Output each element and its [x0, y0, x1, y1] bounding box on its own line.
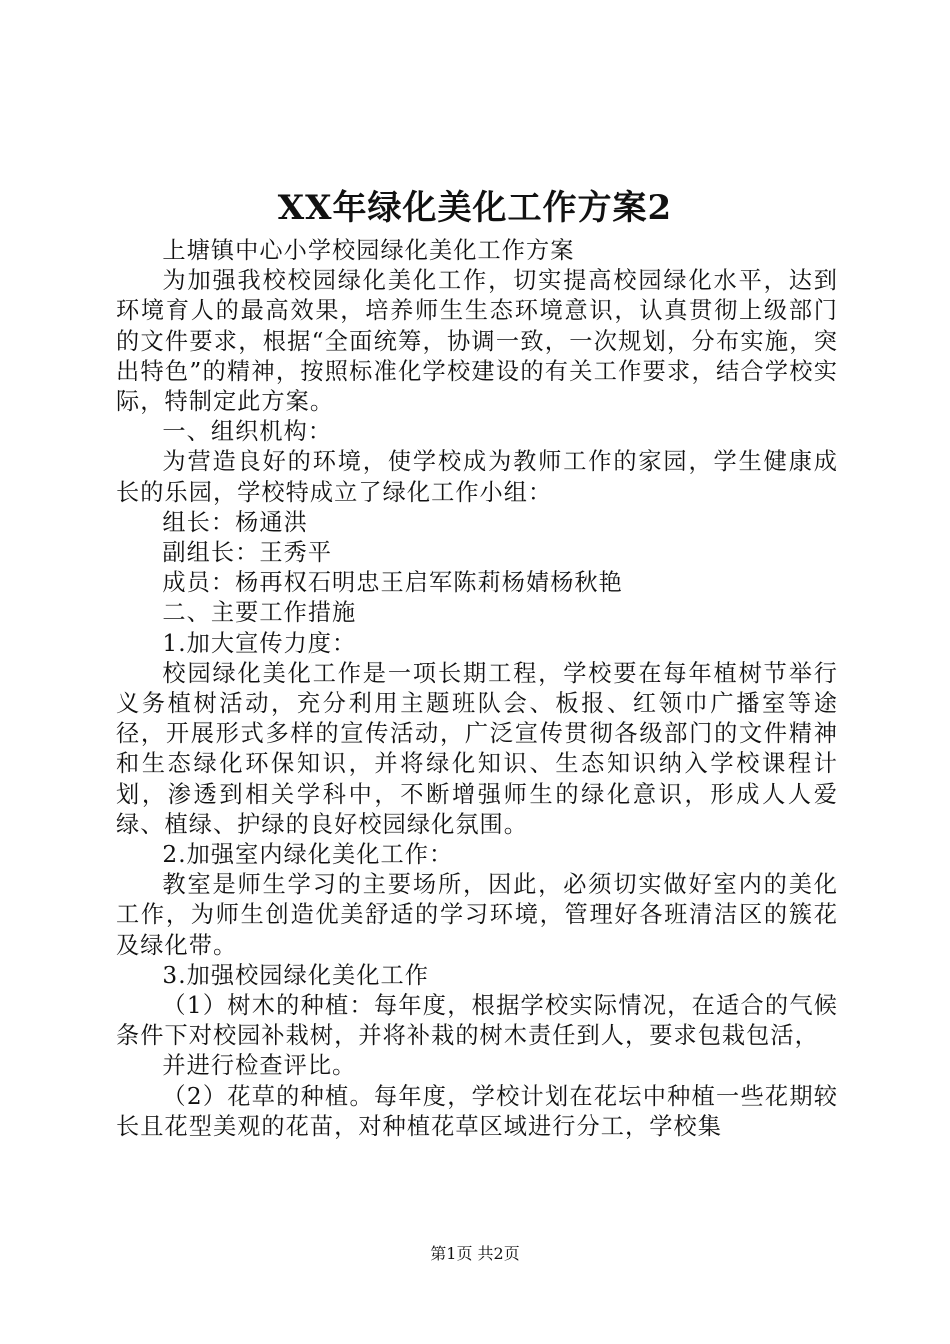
subheading-publicity: 1.加大宣传力度：: [162, 629, 357, 657]
document-title: XX年绿化美化工作方案2: [277, 188, 673, 228]
paragraph-organization: 为营造良好的环境，使学校成为教师工作的家园，学生健康成长的乐园，学校特成立了绿化工作小组：: [116, 448, 838, 506]
document-body: [116, 236, 838, 1142]
paragraph-flowers: （2）花草的种植。每年度，学校计划在花坛中种植一些花期较长且花型美观的花苗，对种植花草区域进行分工，学校集: [116, 1082, 838, 1140]
section-heading-measures: 二、主要工作措施: [162, 599, 357, 627]
paragraph-trees: （1）树木的种植：每年度，根据学校实际情况，在适合的气候条件下对校园补栽树，并将补栽的树木责任到人，要求包栽包活，: [116, 992, 838, 1050]
paragraph-introduction: 为加强我校校园绿化美化工作，切实提高校园绿化水平，达到环境育人的最高效果，培养师生生态环境意识，认真贯彻上级部门的文件要求，根据“全面统筹，协调一致，一次规划，分布实施，突出特色”的精神，按照标准化学校建设的有关工作要求，结合学校实际，特制定此方案。: [116, 267, 838, 416]
paragraph-leader: 组长：杨通洪: [162, 508, 308, 536]
paragraph-school-plan-heading: 上塘镇中心小学校园绿化美化工作方案: [162, 237, 575, 264]
section-heading-organization: 一、组织机构：: [162, 418, 333, 446]
paragraph-deputy-leader: 副组长：王秀平: [162, 539, 333, 567]
paragraph-publicity: 校园绿化美化工作是一项长期工程，学校要在每年植树节举行义务植树活动，充分利用主题班队会、板报、红领巾广播室等途径，开展形式多样的宣传活动，广泛宣传贯彻各级部门的文件精神和生态绿化环保知识，并将绿化知识、生态知识纳入学校课程计划，渗透到相关学科中，不断增强师生的绿化意识，形成人人爱绿、植绿、护绿的良好校园绿化氛围。: [116, 659, 838, 838]
subheading-campus: 3.加强校园绿化美化工作: [162, 961, 429, 989]
subheading-indoor: 2.加强室内绿化美化工作：: [162, 841, 454, 869]
page-number-footer: 第1页 共2页: [430, 1244, 520, 1263]
paragraph-members: 成员：杨再权石明忠王启军陈莉杨婧杨秋艳: [162, 569, 623, 597]
paragraph-inspection: 并进行检查评比。: [162, 1052, 357, 1080]
paragraph-indoor: 教室是师生学习的主要场所，因此，必须切实做好室内的美化工作，为师生创造优美舒适的学习环境，管理好各班清洁区的簇花及绿化带。: [116, 871, 838, 959]
